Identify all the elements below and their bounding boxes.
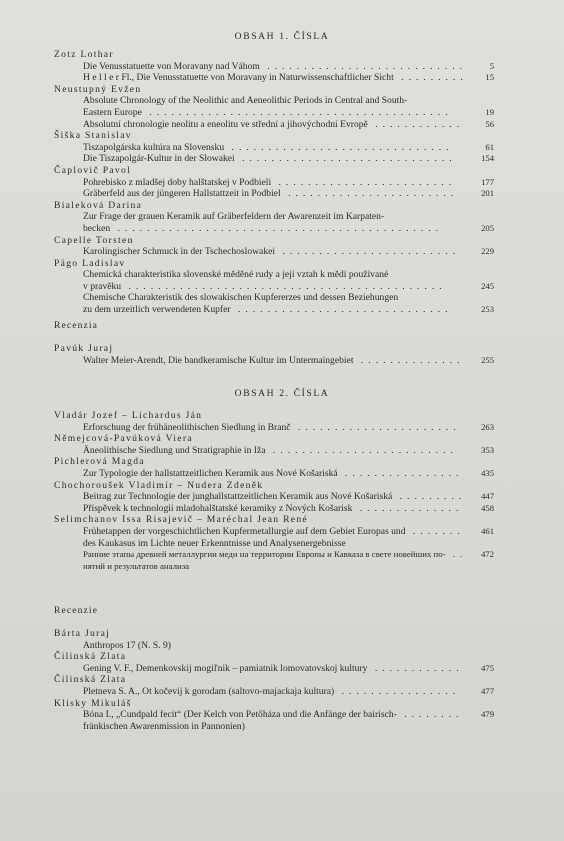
leader-dots: ................ (337, 467, 464, 479)
leader-dots: ......... (393, 72, 468, 84)
entry-title: Absolute Chronology of the Neolithic and Aeneolithic Periods in Central and South- (83, 95, 408, 107)
contents-issue-2 (54, 410, 494, 572)
leader-dots: ......................... (265, 444, 458, 456)
entry-title: Anthropos 17 (N. S. 9) (83, 639, 171, 651)
author-name: Pägo Ladislav (54, 257, 126, 269)
entry-title: fränkischen Awarenmission in Pannonien) (83, 720, 245, 732)
page-number: 255 (481, 354, 494, 365)
entry-title: becken (83, 222, 111, 234)
entry-line (54, 491, 494, 503)
entry-line (54, 153, 494, 165)
entry-line (54, 468, 494, 480)
entry-title: Eastern Europe (83, 106, 142, 118)
page-number: 61 (485, 141, 494, 152)
entry-title: Walter Meier-Arendt, Die bandkeramische Kultur im Untermaingebiet (83, 354, 354, 366)
entry-title: Äneolithische Siedlung und Stratigraphie in Iža (83, 444, 266, 456)
page-number: 205 (481, 222, 494, 233)
author-name: Klisky Mikuláš (54, 697, 132, 709)
page-number: 353 (481, 444, 494, 455)
entry-line (54, 445, 494, 457)
entry-line (54, 292, 494, 304)
entry-line (54, 95, 494, 107)
author-name: Zotz Lothar (54, 49, 114, 60)
entry-title: Zur Typologie der hallstattzeitlichen Keramik aus Nové Košariská (83, 467, 338, 479)
author-name: Chochoroušek Vladimír – Nudera Zdeněk (54, 479, 264, 491)
entry-line (54, 211, 494, 223)
entry-title: Absolutní chronologie neolitu a eneolitu ve střední a jihovýchodní Evropě (83, 118, 368, 130)
entry-title: Příspěvek k technologii mladohalštatské keramiky z Nových Košarisk (83, 502, 353, 514)
reviews-issue-1 (54, 343, 494, 366)
entry-title: Karolingischer Schmuck in der Tschechoslowakei (83, 246, 276, 258)
page-number: 5 (489, 60, 494, 71)
leader-dots: ......................................... (141, 106, 453, 118)
author-name: Capelle Torsten (54, 234, 134, 246)
entry-line (54, 640, 494, 652)
author-name: Neustupný Evžen (54, 83, 142, 95)
entry-title: Zur Frage der grauen Keramik auf Gräberfeldern der Awarenzeit im Karpaten- (83, 211, 385, 223)
heading-issue-2: OBSAH 2. ČÍSLA (234, 388, 330, 399)
author-name: Čilinská Zlata (54, 651, 127, 663)
page-number: 19 (485, 106, 494, 117)
page-number: 56 (485, 118, 494, 129)
entry-line (54, 61, 494, 73)
entry-line (54, 142, 494, 154)
page-number: 447 (481, 491, 494, 502)
page-number: 245 (481, 280, 494, 291)
entry-title: v pravěku (83, 280, 122, 292)
entry-title: Pletneva S. A., Ot kočevij k gorodam (saltovo-majackaja kultura) (83, 685, 335, 697)
entry-line (54, 223, 494, 235)
entry-title: Chemická charakteristika slovenské měděné rudy a její vztah k mědi používané (83, 269, 389, 281)
entry-line (54, 269, 494, 281)
entry-title: Tiszapolgárska kultúra na Slovensku (83, 141, 225, 153)
entry-line (54, 663, 494, 675)
entry-line (54, 549, 494, 561)
entry-line (54, 503, 494, 515)
author-name: Šiška Stanislav (54, 130, 132, 142)
leader-dots: ............................. (234, 153, 457, 165)
entry-title: Erforschung der frühäneolithischen Siedlung in Branč (83, 421, 291, 433)
entry-title: Pohrebisko z mladšej doby halštatskej v Podbieli (83, 176, 272, 188)
section-label-recenzie: Recenzie (54, 605, 98, 616)
author-name: Čaplovič Pavol (54, 164, 132, 176)
entry-line (54, 686, 494, 698)
entry-title: Gräberfeld aus der jüngeren Hallstattzeit in Podbiel (83, 188, 281, 200)
page-number: 15 (485, 72, 494, 83)
leader-dots: ................ (334, 685, 461, 697)
entry-title: zu dem urzeitlich verwendeten Kupfer (83, 304, 231, 316)
page-number: 201 (481, 188, 494, 199)
author-name: Čilinská Zlata (54, 674, 127, 686)
entry-line (54, 355, 494, 367)
author-name: Bialeková Darina (54, 199, 143, 211)
leader-dots: .............................. (224, 141, 454, 153)
entry-line (54, 304, 494, 316)
page-number: 461 (481, 525, 494, 536)
page-number: 475 (481, 662, 494, 673)
reviews-issue-2 (54, 628, 494, 732)
heading-issue-1: OBSAH 1. ČÍSLA (234, 31, 330, 42)
entry-line (54, 246, 494, 258)
leader-dots: .. (445, 549, 468, 560)
page-number: 154 (481, 153, 494, 164)
leader-dots: ........................ (275, 246, 461, 258)
leader-dots: ....................... (280, 188, 459, 200)
entry-line (54, 422, 494, 434)
leader-dots: ........ (396, 709, 464, 721)
author-name: Selimchanov Issa Risajevič – Maréchal Jean René (54, 514, 308, 526)
entry-title: Beitrag zur Technologie der junghallstattzeitlichen Keramik aus Nové Košariská (83, 491, 393, 503)
entry-title: Gening V. F., Demenkovskij mogiľnik – pamiatnik lomovatovskoj kultury (83, 662, 368, 674)
leader-dots: ......... (392, 491, 467, 503)
page-number: 458 (481, 502, 494, 513)
leader-dots: ........................ (271, 176, 457, 188)
entry-title: Ранние этапы древней металлургии меди на территории Европы и Кавказа в свете новейших по- (83, 549, 446, 560)
entry-title: Frühetappen der vorgeschichtlichen Kupfermetallurgie auf dem Gebiet Europas und (83, 525, 406, 537)
leader-dots: ............................. (230, 304, 453, 316)
leader-dots: ....... (405, 525, 465, 537)
entry-line (54, 281, 494, 293)
leader-dots: .............. (353, 354, 465, 366)
entry-title: H e l l e r Fl., Die Venusstatuette von Moravany in Naturwissenschaftlicher Sicht (83, 72, 394, 84)
page-number: 263 (481, 421, 494, 432)
section-label-recenzia: Recenzia (54, 320, 98, 331)
leader-dots: ............................................ (110, 222, 444, 234)
entry-line (54, 538, 494, 550)
page-number: 229 (481, 246, 494, 257)
page-number: 177 (481, 176, 494, 187)
page-number: 472 (481, 549, 494, 560)
page-number: 477 (481, 685, 494, 696)
entry-line (54, 709, 494, 721)
review-section-1 (54, 320, 494, 332)
review-section-2 (54, 605, 494, 617)
entry-line (54, 526, 494, 538)
leader-dots: ............ (367, 118, 465, 130)
entry-title: нятий и результатов анализа (83, 560, 190, 571)
entry-title: Bóna I., „Cundpald fecit“ (Der Kelch von Petőháza und die Anfänge der bairisch- (83, 709, 397, 721)
entry-line (54, 721, 494, 733)
leader-dots: ........................... (259, 60, 467, 72)
author-name: Vladár Jozef – Lichardus Ján (54, 410, 203, 421)
entry-title: des Kaukasus im Lichte neuer Erkenntnisse und Analysenergebnisse (83, 537, 346, 549)
page-number: 435 (481, 467, 494, 478)
leader-dots: ........................................... (121, 280, 447, 292)
page-number: 253 (481, 304, 494, 315)
leader-dots: ...................... (290, 421, 461, 433)
page-number: 479 (481, 709, 494, 720)
author-name: Bárta Juraj (54, 628, 111, 639)
author-name: Pichlerová Magda (54, 456, 145, 468)
contents-issue-1 (54, 49, 494, 316)
author-name: Pavúk Juraj (54, 343, 114, 354)
entry-title: Die Venusstatuette von Moravany nad Váhom (83, 60, 260, 72)
leader-dots: ............ (367, 662, 464, 674)
entry-title: Die Tiszapolgár-Kultur in der Slowakei (83, 153, 235, 165)
entry-line (54, 72, 494, 84)
entry-line (54, 177, 494, 189)
entry-line (54, 119, 494, 131)
entry-title: Chemische Charakteristik des slowakischen Kupfererzes und dessen Beziehungen (83, 292, 399, 304)
entry-line (54, 188, 494, 200)
leader-dots: .............. (352, 502, 464, 514)
author-name: Němejcová-Pavúková Viera (54, 433, 193, 445)
entry-line (54, 561, 494, 573)
entry-line (54, 107, 494, 119)
